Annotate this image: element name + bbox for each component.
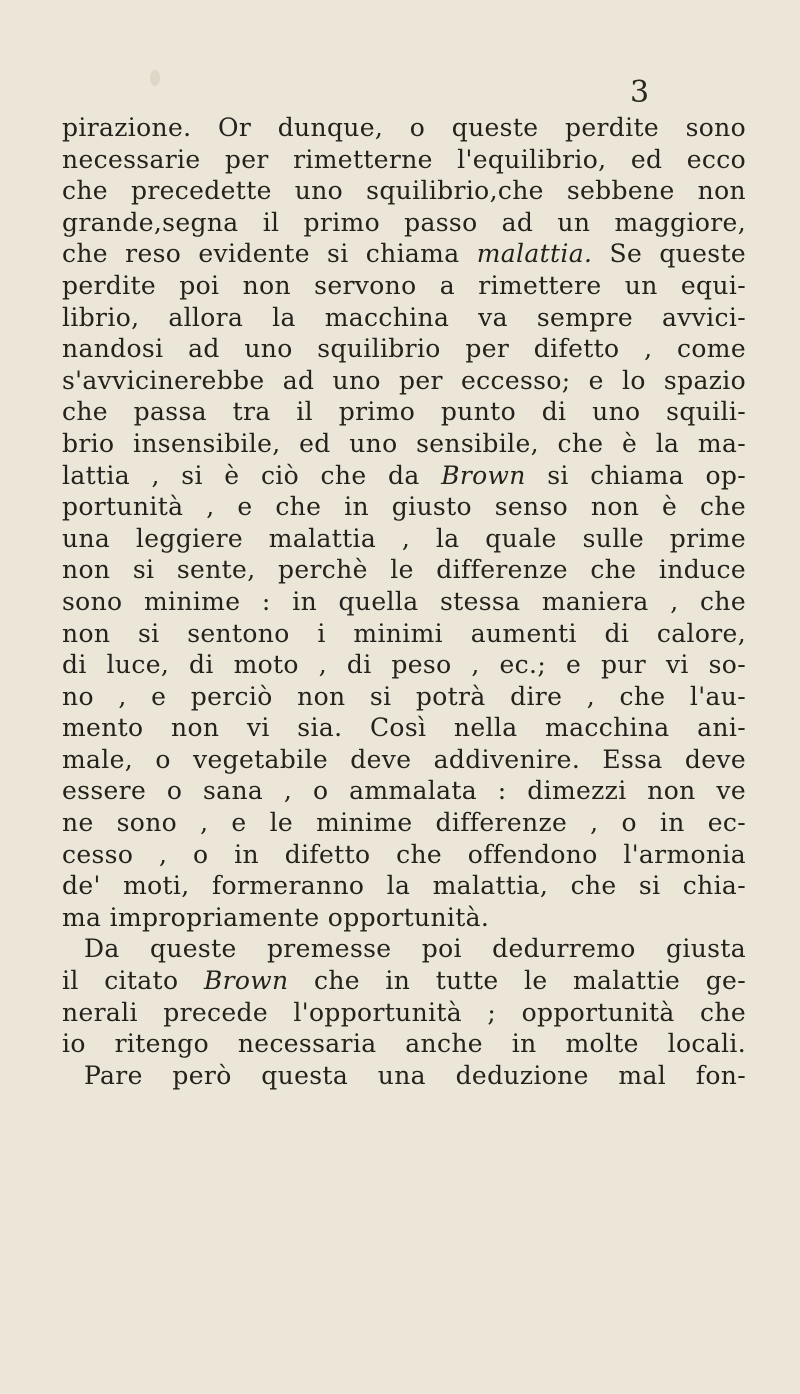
text-segment: cesso , o in difetto che offendono l'armonia <box>62 839 746 869</box>
text-segment: sono minime : in quella stessa maniera , che <box>62 586 746 616</box>
text-line <box>62 902 746 934</box>
text-segment: librio, allora la macchina va sempre avvici- <box>62 302 746 332</box>
text-line <box>62 238 746 270</box>
italic-term: Brown <box>203 966 289 996</box>
text-segment: che passa tra il primo punto di uno squili- <box>62 397 746 427</box>
text-line <box>62 870 746 902</box>
text-segment: ne sono , e le minime differenze , o in ec- <box>62 808 746 838</box>
text-line <box>62 681 746 713</box>
text-line <box>62 712 746 744</box>
text-segment: di luce, di moto , di peso , ec.; e pur vi so- <box>62 650 746 680</box>
text-line <box>62 175 746 207</box>
text-segment: essere o sana , o ammalata : dimezzi non ve <box>62 776 746 806</box>
paper-stain <box>150 70 160 86</box>
text-segment: perdite poi non servono a rimettere un equi- <box>62 270 746 300</box>
text-segment: de' moti, formeranno la malattia, che si chia- <box>62 871 746 901</box>
text-line <box>62 839 746 871</box>
text-segment: s'avvicinerebbe ad uno per eccesso; e lo spazio <box>62 365 746 395</box>
text-segment: io ritengo necessaria anche in molte locali. <box>62 1029 746 1059</box>
text-segment: brio insensibile, ed uno sensibile, che è la ma- <box>62 428 746 458</box>
text-segment: non si sentono i minimi aumenti di calore, <box>62 618 746 648</box>
italic-term: malattia. <box>476 239 593 269</box>
text-segment: Pare però questa una deduzione mal fon- <box>84 1060 746 1090</box>
text-segment: una leggiere malattia , la quale sulle prime <box>62 523 746 553</box>
text-line <box>62 302 746 334</box>
text-line <box>62 523 746 555</box>
text-line <box>62 807 746 839</box>
text-line <box>62 554 746 586</box>
page-text <box>62 112 746 1091</box>
text-segment: che in tutte le malattie ge- <box>288 966 746 996</box>
text-segment: non si sente, perchè le differenze che induce <box>62 555 746 585</box>
text-segment: Da queste premesse poi dedurremo giusta <box>84 934 746 964</box>
text-segment: male, o vegetabile deve addivenire. Essa deve <box>62 744 746 774</box>
text-segment: ma impropriamente opportunità. <box>62 902 490 932</box>
text-segment: che reso evidente si chiama <box>62 239 477 269</box>
text-line <box>62 112 746 144</box>
text-segment: si chiama op- <box>525 460 746 490</box>
text-segment: pirazione. Or dunque, o queste perdite sono <box>62 113 746 142</box>
text-line <box>62 933 746 965</box>
text-line <box>62 775 746 807</box>
text-line <box>62 396 746 428</box>
text-line <box>62 744 746 776</box>
text-line <box>62 491 746 523</box>
text-segment: Se queste <box>592 239 746 269</box>
text-line <box>62 618 746 650</box>
text-segment: necessarie per rimetterne l'equilibrio, ed ecco <box>62 144 746 174</box>
text-line <box>62 270 746 302</box>
text-segment: il citato <box>62 966 204 996</box>
text-line <box>62 144 746 176</box>
text-line <box>62 997 746 1029</box>
text-line <box>62 460 746 492</box>
text-line <box>62 207 746 239</box>
italic-term: Brown <box>441 460 526 490</box>
text-line <box>62 333 746 365</box>
text-segment: nandosi ad uno squilibrio per difetto , come <box>62 334 746 364</box>
text-segment: che precedette uno squilibrio,che sebbene non <box>62 176 746 206</box>
text-segment: lattia , si è ciò che da <box>62 460 442 490</box>
text-segment: portunità , e che in giusto senso non è che <box>62 492 746 522</box>
text-line <box>62 1028 746 1060</box>
text-line <box>62 1060 746 1092</box>
text-line <box>62 965 746 997</box>
text-segment: mento non vi sia. Così nella macchina ani- <box>62 713 746 743</box>
text-segment: grande,segna il primo passo ad un maggiore, <box>62 207 746 237</box>
text-line <box>62 586 746 618</box>
text-line <box>62 428 746 460</box>
page-number: 3 <box>630 75 650 110</box>
text-line <box>62 649 746 681</box>
text-segment: nerali precede l'opportunità ; opportunità che <box>62 997 746 1027</box>
text-segment: no , e perciò non si potrà dire , che l'au- <box>62 681 746 711</box>
text-line <box>62 365 746 397</box>
